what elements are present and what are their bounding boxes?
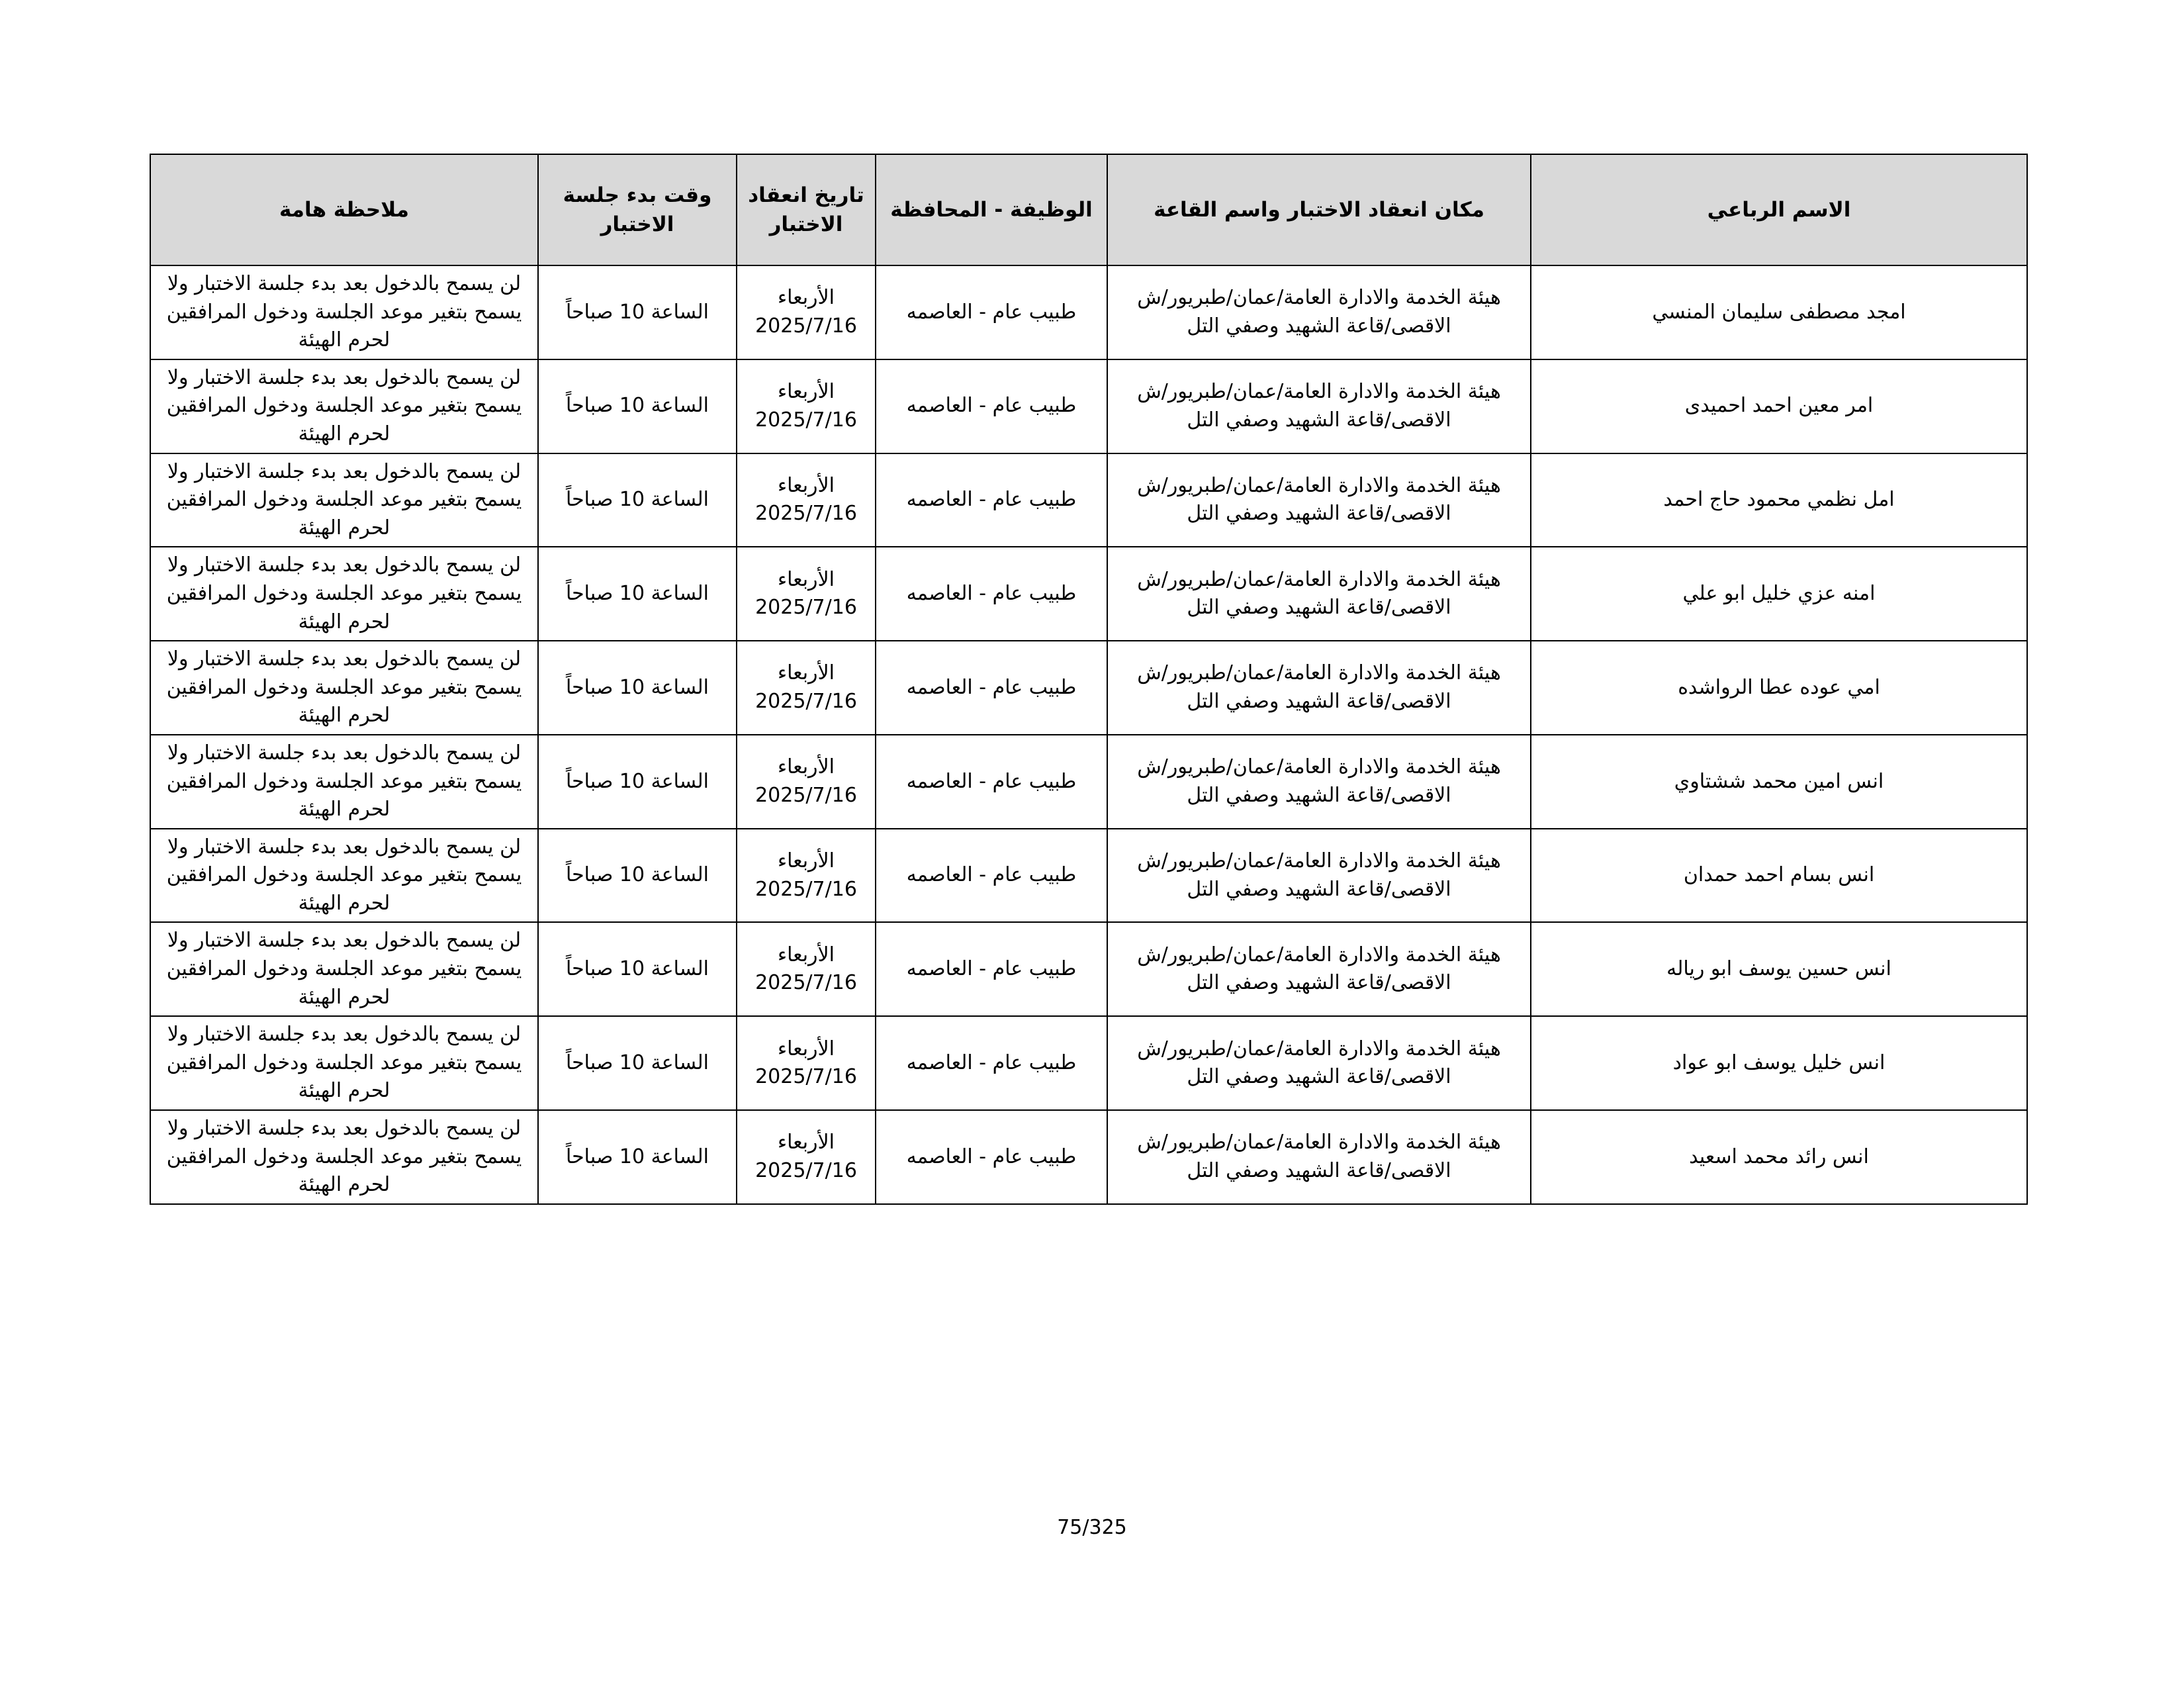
column-header-time: وقت بدء جلسة الاختبار <box>538 154 737 265</box>
cell-place: هيئة الخدمة والادارة العامة/عمان/طبريور/ش الاقصى/قاعة الشهيد وصفي التل <box>1107 1016 1531 1110</box>
page-number: 75/325 <box>1057 1516 1127 1539</box>
cell-date: الأربعاء 2025/7/16 <box>737 265 876 359</box>
cell-time: الساعة 10 صباحاً <box>538 829 737 923</box>
cell-time: الساعة 10 صباحاً <box>538 265 737 359</box>
cell-date: الأربعاء 2025/7/16 <box>737 641 876 735</box>
table-row <box>150 547 2027 641</box>
cell-time: الساعة 10 صباحاً <box>538 1016 737 1110</box>
table-row <box>150 1016 2027 1110</box>
cell-name: انس حسين يوسف ابو رياله <box>1531 922 2027 1016</box>
cell-job: طبيب عام - العاصمه <box>876 922 1107 1016</box>
table-row <box>150 641 2027 735</box>
cell-job: طبيب عام - العاصمه <box>876 359 1107 453</box>
table-row <box>150 453 2027 547</box>
table-header-row <box>150 154 2027 265</box>
cell-place: هيئة الخدمة والادارة العامة/عمان/طبريور/ش الاقصى/قاعة الشهيد وصفي التل <box>1107 265 1531 359</box>
cell-job: طبيب عام - العاصمه <box>876 265 1107 359</box>
cell-note: لن يسمح بالدخول بعد بدء جلسة الاختبار ولا يسمح بتغير موعد الجلسة ودخول المرافقين لحرم الهيئة <box>150 265 538 359</box>
column-header-note: ملاحظة هامة <box>150 154 538 265</box>
cell-time: الساعة 10 صباحاً <box>538 547 737 641</box>
cell-date: الأربعاء 2025/7/16 <box>737 829 876 923</box>
cell-time: الساعة 10 صباحاً <box>538 453 737 547</box>
cell-job: طبيب عام - العاصمه <box>876 453 1107 547</box>
table-row <box>150 922 2027 1016</box>
cell-job: طبيب عام - العاصمه <box>876 735 1107 829</box>
cell-place: هيئة الخدمة والادارة العامة/عمان/طبريور/ش الاقصى/قاعة الشهيد وصفي التل <box>1107 547 1531 641</box>
cell-job: طبيب عام - العاصمه <box>876 1016 1107 1110</box>
cell-name: امر معين احمد احميدى <box>1531 359 2027 453</box>
cell-job: طبيب عام - العاصمه <box>876 1110 1107 1204</box>
cell-time: الساعة 10 صباحاً <box>538 735 737 829</box>
cell-time: الساعة 10 صباحاً <box>538 922 737 1016</box>
exam-schedule-table <box>150 154 2028 1205</box>
cell-time: الساعة 10 صباحاً <box>538 359 737 453</box>
cell-note: لن يسمح بالدخول بعد بدء جلسة الاختبار ولا يسمح بتغير موعد الجلسة ودخول المرافقين لحرم الهيئة <box>150 641 538 735</box>
cell-name: امجد مصطفى سليمان المنسي <box>1531 265 2027 359</box>
cell-job: طبيب عام - العاصمه <box>876 641 1107 735</box>
cell-place: هيئة الخدمة والادارة العامة/عمان/طبريور/ش الاقصى/قاعة الشهيد وصفي التل <box>1107 359 1531 453</box>
column-header-date: تاريخ انعقاد الاختبار <box>737 154 876 265</box>
cell-date: الأربعاء 2025/7/16 <box>737 547 876 641</box>
cell-note: لن يسمح بالدخول بعد بدء جلسة الاختبار ولا يسمح بتغير موعد الجلسة ودخول المرافقين لحرم الهيئة <box>150 453 538 547</box>
table-row <box>150 735 2027 829</box>
cell-place: هيئة الخدمة والادارة العامة/عمان/طبريور/ش الاقصى/قاعة الشهيد وصفي التل <box>1107 922 1531 1016</box>
cell-date: الأربعاء 2025/7/16 <box>737 922 876 1016</box>
cell-name: انس خليل يوسف ابو عواد <box>1531 1016 2027 1110</box>
cell-name: امنه عزي خليل ابو علي <box>1531 547 2027 641</box>
cell-date: الأربعاء 2025/7/16 <box>737 735 876 829</box>
cell-date: الأربعاء 2025/7/16 <box>737 1016 876 1110</box>
cell-job: طبيب عام - العاصمه <box>876 547 1107 641</box>
cell-note: لن يسمح بالدخول بعد بدء جلسة الاختبار ولا يسمح بتغير موعد الجلسة ودخول المرافقين لحرم الهيئة <box>150 1016 538 1110</box>
table-row <box>150 359 2027 453</box>
cell-note: لن يسمح بالدخول بعد بدء جلسة الاختبار ولا يسمح بتغير موعد الجلسة ودخول المرافقين لحرم الهيئة <box>150 547 538 641</box>
cell-place: هيئة الخدمة والادارة العامة/عمان/طبريور/ش الاقصى/قاعة الشهيد وصفي التل <box>1107 735 1531 829</box>
cell-place: هيئة الخدمة والادارة العامة/عمان/طبريور/ش الاقصى/قاعة الشهيد وصفي التل <box>1107 1110 1531 1204</box>
column-header-place: مكان انعقاد الاختبار واسم القاعة <box>1107 154 1531 265</box>
cell-name: امل نظمي محمود حاج احمد <box>1531 453 2027 547</box>
column-header-name: الاسم الرباعي <box>1531 154 2027 265</box>
cell-name: انس امين محمد ششتاوي <box>1531 735 2027 829</box>
cell-date: الأربعاء 2025/7/16 <box>737 453 876 547</box>
cell-note: لن يسمح بالدخول بعد بدء جلسة الاختبار ولا يسمح بتغير موعد الجلسة ودخول المرافقين لحرم الهيئة <box>150 359 538 453</box>
cell-note: لن يسمح بالدخول بعد بدء جلسة الاختبار ولا يسمح بتغير موعد الجلسة ودخول المرافقين لحرم الهيئة <box>150 829 538 923</box>
cell-date: الأربعاء 2025/7/16 <box>737 1110 876 1204</box>
table-body <box>150 265 2027 1204</box>
cell-note: لن يسمح بالدخول بعد بدء جلسة الاختبار ولا يسمح بتغير موعد الجلسة ودخول المرافقين لحرم الهيئة <box>150 922 538 1016</box>
cell-note: لن يسمح بالدخول بعد بدء جلسة الاختبار ولا يسمح بتغير موعد الجلسة ودخول المرافقين لحرم الهيئة <box>150 1110 538 1204</box>
cell-job: طبيب عام - العاصمه <box>876 829 1107 923</box>
table-row <box>150 829 2027 923</box>
cell-name: انس رائد محمد اسعيد <box>1531 1110 2027 1204</box>
table-row <box>150 265 2027 359</box>
cell-place: هيئة الخدمة والادارة العامة/عمان/طبريور/ش الاقصى/قاعة الشهيد وصفي التل <box>1107 641 1531 735</box>
cell-time: الساعة 10 صباحاً <box>538 641 737 735</box>
cell-time: الساعة 10 صباحاً <box>538 1110 737 1204</box>
cell-date: الأربعاء 2025/7/16 <box>737 359 876 453</box>
cell-name: امي عوده عطا الرواشده <box>1531 641 2027 735</box>
table-row <box>150 1110 2027 1204</box>
table-header <box>150 154 2027 265</box>
cell-name: انس بسام احمد حمدان <box>1531 829 2027 923</box>
cell-place: هيئة الخدمة والادارة العامة/عمان/طبريور/ش الاقصى/قاعة الشهيد وصفي التل <box>1107 829 1531 923</box>
column-header-job: الوظيفة - المحافظة <box>876 154 1107 265</box>
cell-place: هيئة الخدمة والادارة العامة/عمان/طبريور/ش الاقصى/قاعة الشهيد وصفي التل <box>1107 453 1531 547</box>
cell-note: لن يسمح بالدخول بعد بدء جلسة الاختبار ولا يسمح بتغير موعد الجلسة ودخول المرافقين لحرم الهيئة <box>150 735 538 829</box>
